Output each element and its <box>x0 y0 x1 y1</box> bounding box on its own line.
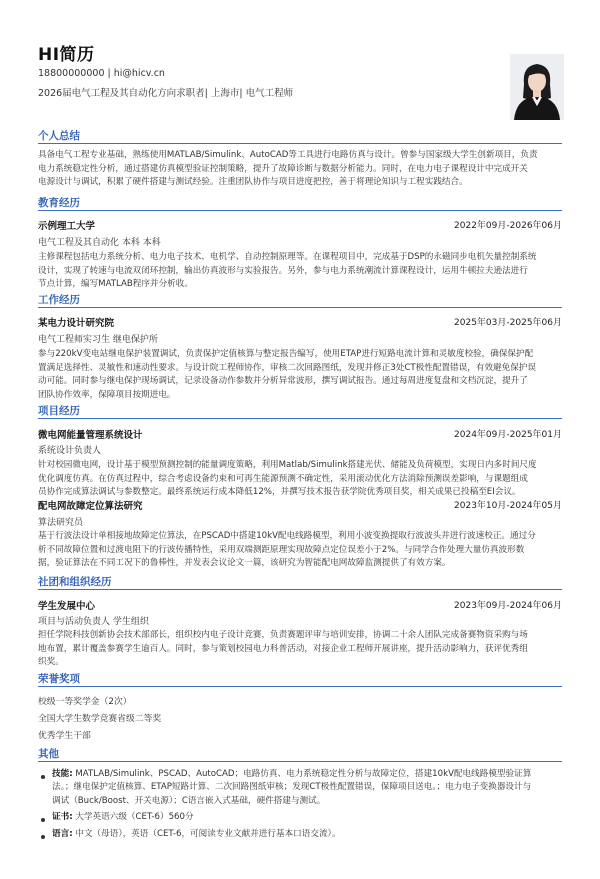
education-text <box>38 251 564 292</box>
work-text <box>38 348 564 402</box>
work-line: 置满足选择性、灵敏性和速动性要求。与设计院工程师协作，审核二次回路图纸，发现并修正3处CT极性配置错误，有效避免保护误 <box>38 362 536 373</box>
project-role: 系统设计负责人 <box>38 446 102 456</box>
work-line: 参与220kV变电站继电保护装置调试，负责保护定值核算与整定报告编写，使用ETAP进行短路电流计算和灵敏度校验，确保保护配 <box>38 349 534 359</box>
skills-line: 法。；继电保护定值核算、ETAP短路计算、二次回路图纸审核；发现CT极性配置错误，保障项目送电。；电力电子变换器设计与 <box>52 782 532 793</box>
campus-line: 担任学院科技创新协会技术部部长，组织校内电子设计竞赛，负责赛题评审与培训安排，协调二十余人团队完成备赛物资采购与场 <box>38 630 528 640</box>
project-date: 2024年09月-2025年01月 <box>454 430 562 440</box>
summary-line: 电力系统稳定性分析，通过搭建仿真模型验证控制策略，提升了故障诊断与数据分析能力。同时，在电力电子课程设计中完成开关 <box>38 163 528 174</box>
work-company: 某电力设计研究院 <box>38 318 115 329</box>
summary-divider <box>38 143 562 144</box>
others-section-title: 其他 <box>38 748 59 760</box>
project-line: 析不同故障位置和过渡电阻下的行波传播特性，采用双端测距原理实现故障点定位误差小于2%。与同学合作处理大量仿真波形数 <box>38 544 525 555</box>
bullet-icon <box>41 835 45 839</box>
work-position: 电气工程师实习生 继电保护所 <box>38 335 158 345</box>
project-name: 微电网能量管理系统设计 <box>38 430 143 441</box>
work-divider <box>38 307 562 308</box>
others-divider <box>38 761 562 762</box>
education-major: 电气工程及其自动化 本科 本科 <box>38 238 161 248</box>
cert-text: 大学英语六级（CET-6）560分 <box>75 812 194 822</box>
project-date: 2023年10月-2024年05月 <box>454 501 562 511</box>
project-line: 员协作完成算法调试与参数整定。最终系统运行成本降低12%，并撰写技术报告获学院优秀项目奖，相关成果已投稿至EI会议。 <box>38 487 521 498</box>
honors-divider <box>38 686 562 687</box>
campus-date: 2023年09月-2024年06月 <box>454 601 562 611</box>
project-text <box>38 459 564 500</box>
summary-line: 具备电气工程专业基础，熟练使用MATLAB/Simulink、AutoCAD等工具进行电路仿真与设计。曾参与国家级大学生创新项目，负责 <box>38 150 538 160</box>
honor-item: 校级一等奖学金（2次） <box>38 697 132 707</box>
work-date: 2025年03月-2025年06月 <box>454 318 562 328</box>
education-line: 设计，实现了转速与电流双闭环控制，输出仿真波形与实验报告。另外，参与电力系统潮流计算课程设计，运用牛顿拉夫逊法进行 <box>38 265 528 276</box>
campus-org: 学生发展中心 <box>38 601 96 612</box>
bullet-icon <box>41 775 45 779</box>
contact-separator: | <box>104 68 114 79</box>
honors-section-title: 荣誉奖项 <box>38 673 80 685</box>
education-line: 主修课程包括电力系统分析、电力电子技术、电机学、自动控制原理等。在课程项目中，完成基于DSP的永磁同步电机矢量控制系统 <box>38 252 537 262</box>
skills-block <box>52 768 564 808</box>
project-line: 针对校园微电网，设计基于模型预测控制的能量调度策略，利用Matlab/Simulink搭建光伏、储能及负荷模型，实现日内多时间尺度 <box>38 460 537 470</box>
campus-role: 项目与活动负责人 学生组织 <box>38 617 149 627</box>
bullet-icon <box>41 818 45 822</box>
project-name: 配电网故障定位算法研究 <box>38 501 143 512</box>
project-line: 优化调度仿真。在仿真过程中，综合考虑设备约束和可再生能源预测不确定性，采用滚动优化方法消除预测误差影响，与课题组成 <box>38 473 528 484</box>
education-school: 示例理工大学 <box>38 221 96 232</box>
education-divider <box>38 210 562 211</box>
language-label: 语言: <box>52 829 73 839</box>
email-address: hi@hicv.cn <box>113 68 165 79</box>
campus-divider <box>38 589 562 590</box>
language-text: 中文（母语），英语（CET-6，可阅读专业文献并进行基本口语交流）。 <box>75 829 341 839</box>
work-line: 动可能。同时参与继电保护现场调试，记录设备动作参数并分析异常波形，撰写调试报告。通过每周进度复盘和文档沉淀，提升了 <box>38 376 528 387</box>
education-date: 2022年09月-2026年06月 <box>454 221 562 231</box>
skills-line: 调试（Buck/Boost、开关电源）；C语言嵌入式基础，硬件搭建与测试。 <box>52 795 326 806</box>
summary-section-title: 个人总结 <box>38 130 80 142</box>
cert-label: 证书: <box>52 812 73 822</box>
project-role: 算法研究员 <box>38 518 84 528</box>
language-block <box>52 828 564 841</box>
contact-line <box>38 68 165 79</box>
project-text <box>38 530 564 571</box>
campus-line: 织奖。 <box>38 657 64 668</box>
project-line: 据，验证算法在不同工况下的鲁棒性，并发表会议论文一篇，该研究为智能配电网故障监测提供了有效方案。 <box>38 558 451 569</box>
campus-section-title: 社团和组织经历 <box>38 576 112 588</box>
summary-line: 电源设计与调试，积累了硬件搭建与测试经验。注重团队协作与项目进度把控，善于将理论知识与工程实践结合。 <box>38 177 468 188</box>
honor-item: 优秀学生干部 <box>38 731 91 741</box>
skills-label: 技能: <box>52 769 73 779</box>
summary-text <box>38 149 564 190</box>
campus-line: 地布置，累计覆盖参赛学生逾百人。同时，参与策划校园电力科普活动，对接企业工程师开展讲座，提升活动影响力，获评优秀组 <box>38 643 528 654</box>
phone-number: 18800000000 <box>38 68 105 79</box>
work-line: 团队协作效率，保障项目按期进电。 <box>38 389 176 400</box>
project-line: 基于行波法设计单相接地故障定位算法，在PSCAD中搭建10kV配电线路模型，利用小波变换提取行波波头并进行波速校正。通过分 <box>38 531 536 541</box>
campus-text <box>38 629 564 670</box>
profile-photo <box>510 54 564 120</box>
education-line: 节点计算，编写MATLAB程序并分析收。 <box>38 279 193 290</box>
cert-block <box>52 811 564 824</box>
job-target-line: 2026届电气工程及其自动化方向求职者| 上海市| 电气工程师 <box>38 88 294 99</box>
honor-item: 全国大学生数学竞赛省级二等奖 <box>38 714 162 724</box>
projects-section-title: 项目经历 <box>38 405 80 417</box>
projects-divider <box>38 418 562 419</box>
skills-line: MATLAB/Simulink、PSCAD、AutoCAD；电路仿真、电力系统稳定性分析与故障定位，搭建10kV配电线路模型验证算 <box>75 769 532 779</box>
resume-name: HI简历 <box>38 45 95 65</box>
education-section-title: 教育经历 <box>38 197 80 209</box>
work-section-title: 工作经历 <box>38 294 80 306</box>
